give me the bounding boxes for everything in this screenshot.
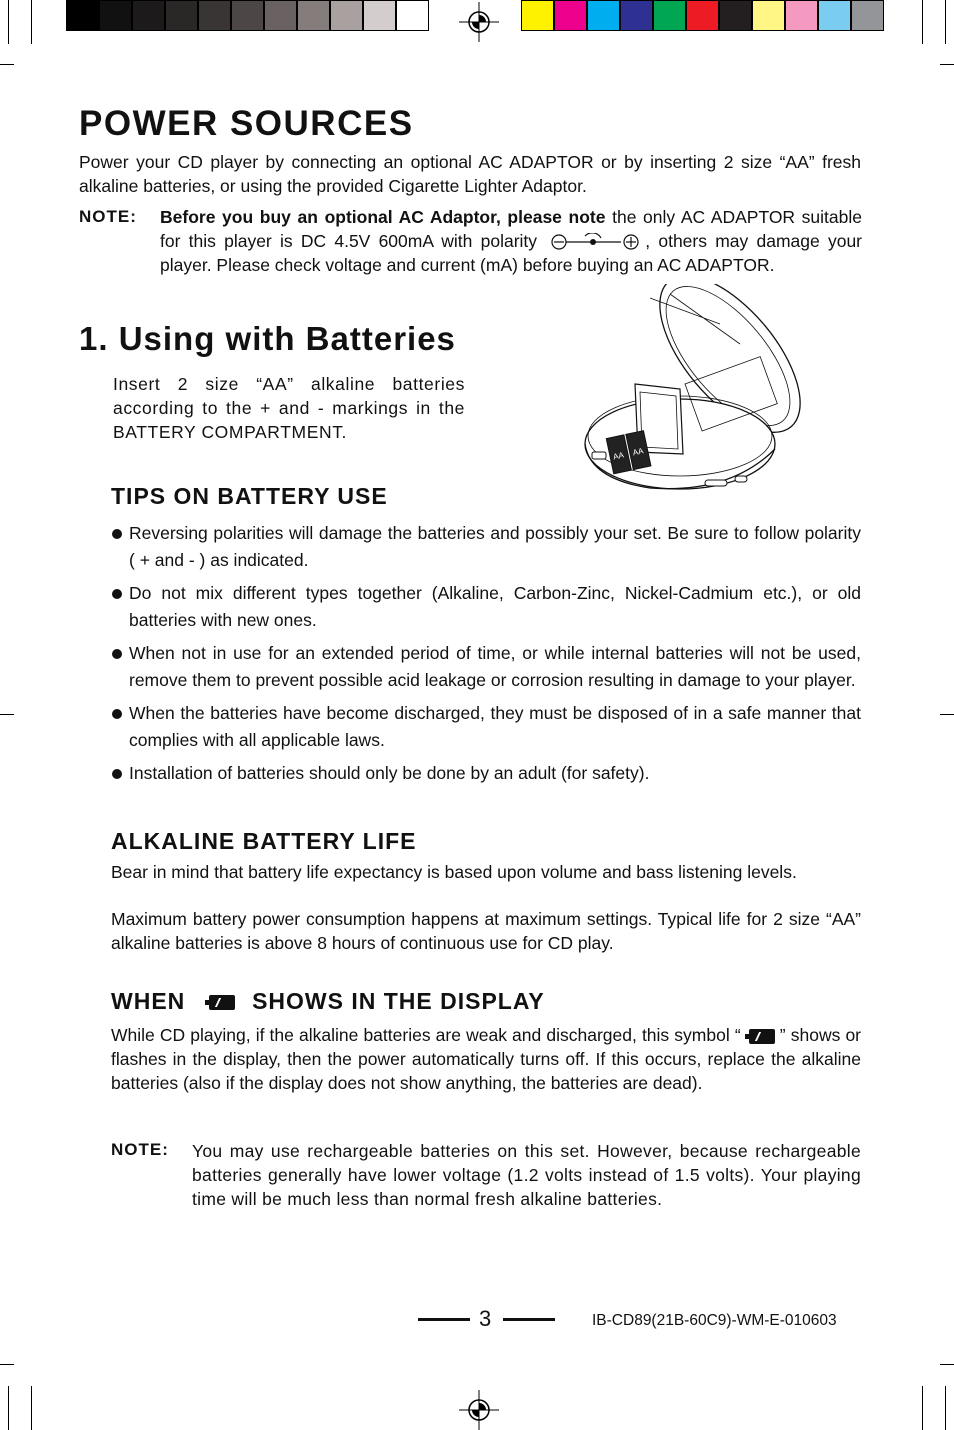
color-swatch — [752, 0, 785, 31]
color-swatch — [396, 0, 429, 31]
tips-heading: TIPS ON BATTERY USE — [111, 483, 388, 509]
svg-text:AA: AA — [631, 446, 645, 458]
color-swatch — [297, 0, 330, 31]
note-paragraph — [160, 205, 862, 277]
crop-mark — [940, 714, 954, 715]
tips-list — [111, 520, 861, 793]
intro-paragraph: Power your CD player by connecting an optional AC ADAPTOR or by inserting 2 size “AA” fresh alkaline batteries, or using the provided Cigarette Lighter Adaptor. — [79, 152, 861, 196]
color-swatch — [851, 0, 884, 31]
note-text-b: , others may damage your player. Please check voltage and current (mA) before buying an AC ADAPTOR. — [160, 231, 863, 275]
color-swatch — [264, 0, 297, 31]
page-number: 3 — [479, 1306, 492, 1331]
polarity-icon — [545, 233, 645, 251]
color-swatch — [363, 0, 396, 31]
crop-mark — [0, 714, 14, 715]
crop-mark — [0, 1364, 14, 1365]
batteries-heading: 1. Using with Batteries — [79, 320, 456, 357]
alkaline-heading: ALKALINE BATTERY LIFE — [111, 828, 417, 854]
alkaline-paragraph-1: Bear in mind that battery life expectancy is based upon volume and bass listening levels. — [111, 862, 797, 882]
color-swatch — [99, 0, 132, 31]
crop-mark — [0, 64, 14, 65]
note2-label: NOTE: — [111, 1140, 169, 1159]
crop-mark — [940, 1364, 954, 1365]
crop-mark — [922, 1386, 923, 1430]
batteries-paragraph: Insert 2 size “AA” alkaline batteries according to the + and - markings in the BATTERY COMPARTMENT. — [113, 374, 465, 442]
note2-paragraph: You may use rechargeable batteries on this set. However, because rechargeable batteries generally have lower voltage (1.2 volts instead of 1.5 volts). Your playing time will be much less than normal fresh alkaline batteries. — [192, 1141, 861, 1209]
color-swatch — [554, 0, 587, 31]
list-item: Installation of batteries should only be done by an adult (for safety). — [111, 760, 861, 787]
color-swatch — [686, 0, 719, 31]
svg-text:AA: AA — [612, 450, 625, 462]
note-label: NOTE: — [79, 207, 137, 226]
list-item: When the batteries have become discharged, they must be disposed of in a safe manner that complies with all applicable laws. — [111, 700, 861, 754]
note-text-a: the only AC ADAPTOR suitable for this player is DC 4.5V 600mA with polarity — [160, 207, 863, 251]
color-swatch — [132, 0, 165, 31]
crop-mark — [31, 0, 32, 44]
list-item: When not in use for an extended period of time, or while internal batteries will not be used, remove them to prevent possible acid leakage or corrosion resulting in damage to your player. — [111, 640, 861, 694]
crop-mark — [8, 1386, 9, 1430]
display-text-a: While CD playing, if the alkaline batteries are weak and discharged, this symbol “ — [111, 1025, 741, 1045]
display-text-b: ” shows or flashes in the display, then the power automatically turns off. If this occurs, replace the alkaline batteries (also if the display does not show anything, the batteries are dead). — [111, 1025, 861, 1093]
note-bold-text: Before you buy an optional AC Adaptor, please note — [160, 207, 606, 227]
low-battery-icon — [209, 995, 235, 1010]
cd-player-illustration — [580, 284, 810, 504]
registration-mark-top — [459, 2, 499, 42]
display-heading-a: WHEN — [111, 988, 186, 1014]
page-title: POWER SOURCES — [79, 104, 414, 143]
display-heading-b: SHOWS IN THE DISPLAY — [252, 988, 545, 1014]
low-battery-icon — [749, 1029, 775, 1044]
color-swatch — [587, 0, 620, 31]
color-swatch — [231, 0, 264, 31]
list-item: Do not mix different types together (Alkaline, Carbon-Zinc, Nickel-Cadmium etc.), or old batteries with new ones. — [111, 580, 861, 634]
list-item: Reversing polarities will damage the batteries and possibly your set. Be sure to follow polarity ( + and - ) as indicated. — [111, 520, 861, 574]
color-swatch — [198, 0, 231, 31]
color-swatch — [653, 0, 686, 31]
document-code: IB-CD89(21B-60C9)-WM-E-010603 — [592, 1312, 837, 1329]
registration-mark-bottom — [459, 1390, 499, 1430]
crop-mark — [8, 0, 9, 44]
grayscale-bar — [66, 0, 429, 31]
page-number-rule-left — [418, 1318, 470, 1321]
color-swatch — [330, 0, 363, 31]
alkaline-paragraph-2: Maximum battery power consumption happens at maximum settings. Typical life for 2 size “AA” alkaline batteries is above 8 hours of continuous use for CD play. — [111, 909, 861, 953]
crop-mark — [945, 0, 946, 44]
color-swatch — [818, 0, 851, 31]
color-swatch — [521, 0, 554, 31]
page-number-rule-right — [503, 1318, 555, 1321]
color-swatch — [66, 0, 99, 31]
color-swatch — [785, 0, 818, 31]
display-paragraph — [111, 1023, 861, 1095]
crop-mark — [945, 1386, 946, 1430]
crop-mark — [922, 0, 923, 44]
color-swatch — [719, 0, 752, 31]
display-heading — [111, 988, 545, 1015]
color-swatch — [165, 0, 198, 31]
color-swatch — [620, 0, 653, 31]
crop-mark — [31, 1386, 32, 1430]
process-color-bar — [521, 0, 884, 31]
crop-mark — [940, 64, 954, 65]
